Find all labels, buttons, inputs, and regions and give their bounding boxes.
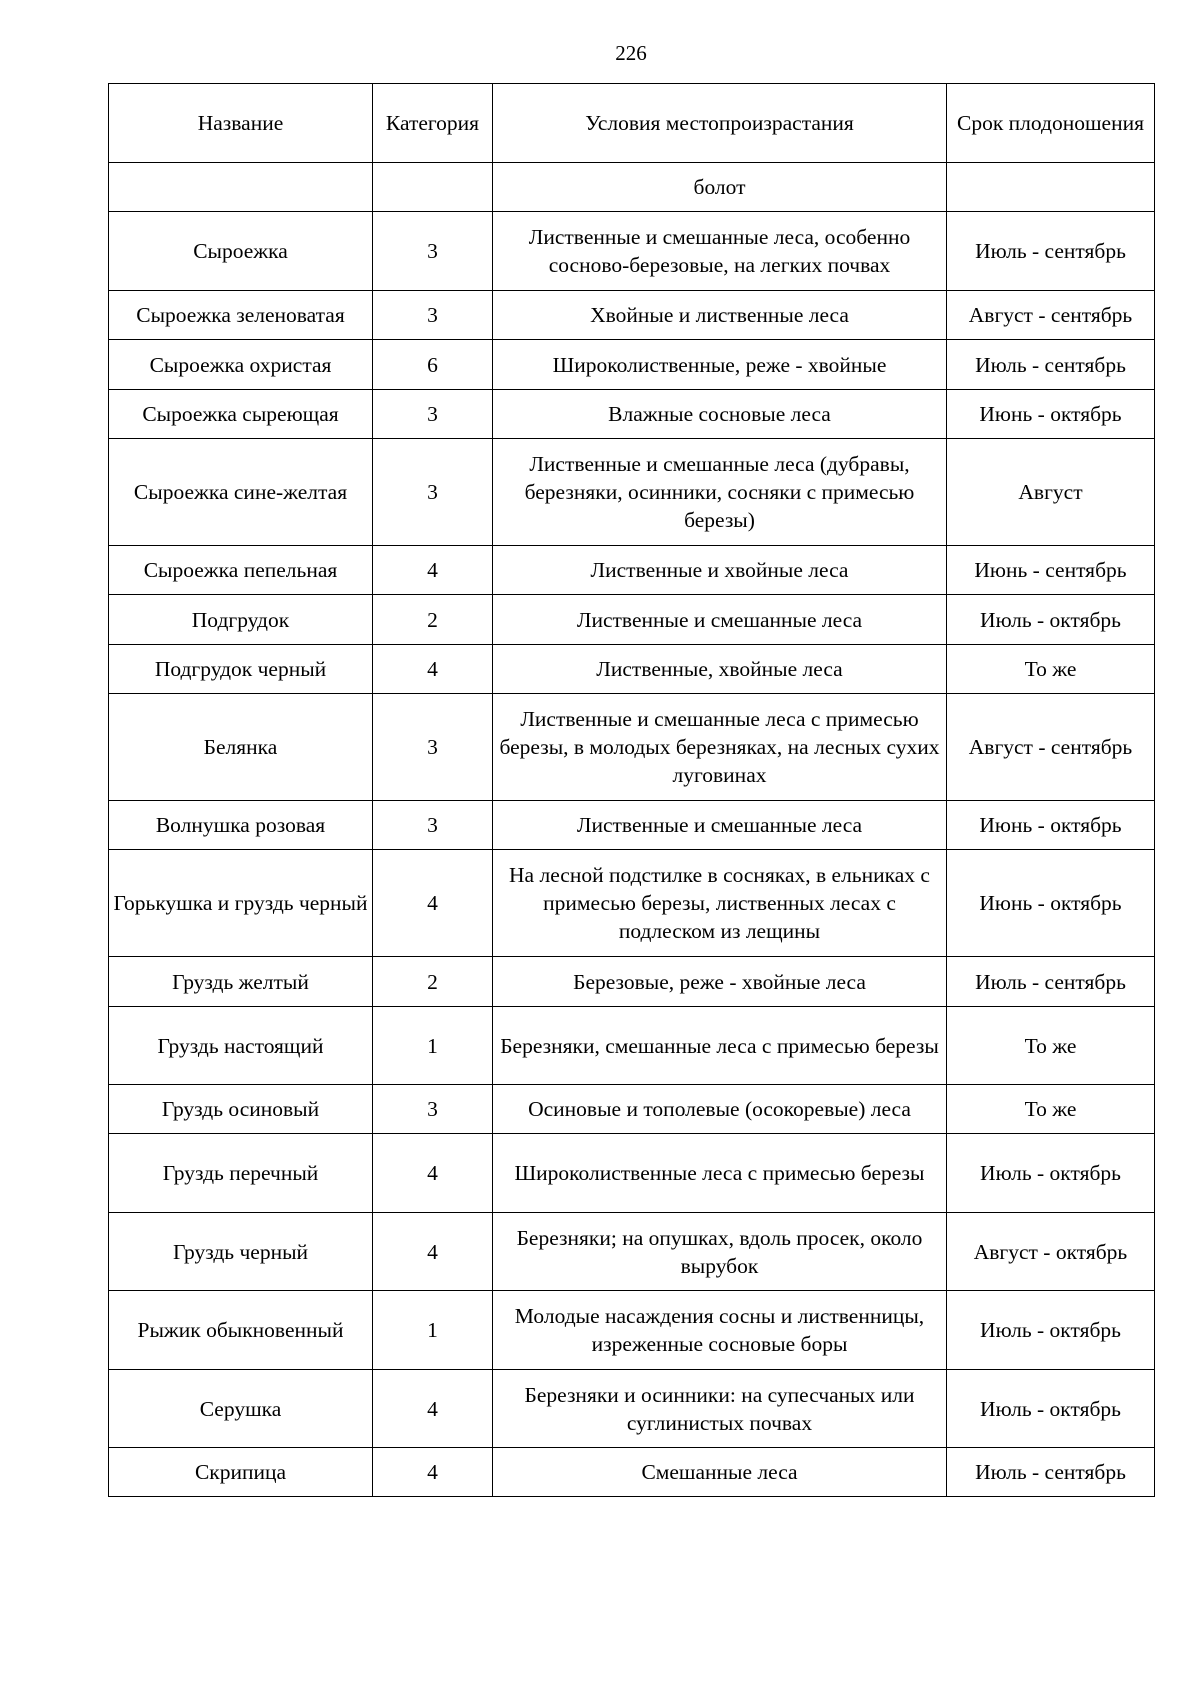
cell-category: 1 [373,1291,493,1370]
table-row [109,595,1155,645]
header-term: Срок плодоношения [947,84,1155,163]
cell-name: Сыроежка сине-желтая [109,439,373,546]
cell-term: Август - сентябрь [947,291,1155,340]
cell-name: Сыроежка охристая [109,340,373,390]
cell-name: Горькушка и груздь черный [109,850,373,957]
cell-category: 3 [373,212,493,291]
cell-conditions: Осиновые и тополевые (осокоревые) леса [493,1085,947,1134]
cell-name: Подгрудок черный [109,645,373,694]
cell-term: Июль - октябрь [947,595,1155,645]
cell-term [947,163,1155,212]
table-row [109,390,1155,439]
cell-term: Июнь - сентябрь [947,546,1155,595]
table-row [109,645,1155,694]
cell-category: 4 [373,1370,493,1448]
cell-name: Белянка [109,694,373,801]
cell-conditions: Березняки, смешанные леса с примесью березы [493,1007,947,1085]
cell-term: Июнь - октябрь [947,850,1155,957]
table-row [109,546,1155,595]
table-row [109,1291,1155,1370]
cell-category: 6 [373,340,493,390]
cell-conditions: Березовые, реже - хвойные леса [493,957,947,1007]
table-row [109,1370,1155,1448]
cell-term: То же [947,1085,1155,1134]
cell-conditions: Березняки; на опушках, вдоль просек, около вырубок [493,1213,947,1291]
cell-name: Груздь черный [109,1213,373,1291]
mushroom-table [108,83,1155,1497]
cell-conditions: Молодые насаждения сосны и лиственницы, изреженные сосновые боры [493,1291,947,1370]
cell-conditions: Широколиственные, реже - хвойные [493,340,947,390]
table-row [109,1085,1155,1134]
table-row [109,1448,1155,1497]
cell-term: Август - сентябрь [947,694,1155,801]
header-name: Название [109,84,373,163]
cell-name: Сыроежка сыреющая [109,390,373,439]
cell-conditions: Лиственные, хвойные леса [493,645,947,694]
cell-term: Июль - сентябрь [947,340,1155,390]
cell-conditions: Влажные сосновые леса [493,390,947,439]
cell-name: Груздь желтый [109,957,373,1007]
table-row [109,212,1155,291]
cell-name: Волнушка розовая [109,801,373,850]
cell-term: Июнь - октябрь [947,801,1155,850]
table-body [109,163,1155,1497]
cell-name: Груздь осиновый [109,1085,373,1134]
cell-conditions: Лиственные и смешанные леса (дубравы, березняки, осинники, сосняки с примесью березы) [493,439,947,546]
cell-term: То же [947,1007,1155,1085]
cell-term: Июль - сентябрь [947,957,1155,1007]
cell-category: 4 [373,645,493,694]
cell-conditions: Широколиственные леса с примесью березы [493,1134,947,1213]
cell-name: Сыроежка [109,212,373,291]
cell-conditions: Лиственные и смешанные леса [493,801,947,850]
cell-category: 3 [373,439,493,546]
table-row [109,850,1155,957]
cell-name: Подгрудок [109,595,373,645]
cell-category: 3 [373,390,493,439]
cell-term: Август [947,439,1155,546]
header-conditions: Условия местопроизрастания [493,84,947,163]
cell-conditions: Лиственные и смешанные леса [493,595,947,645]
cell-category: 1 [373,1007,493,1085]
cell-term: То же [947,645,1155,694]
cell-conditions: На лесной подстилке в сосняках, в ельниках с примесью березы, лиственных лесах с подлеском из лещины [493,850,947,957]
table-header-row [109,84,1155,163]
cell-conditions: Лиственные и смешанные леса с примесью березы, в молодых березняках, на лесных сухих луговинах [493,694,947,801]
cell-term: Июль - октябрь [947,1134,1155,1213]
page-number: 226 [615,41,647,65]
cell-category: 4 [373,546,493,595]
table-row [109,163,1155,212]
cell-conditions: Лиственные и хвойные леса [493,546,947,595]
cell-category: 3 [373,1085,493,1134]
cell-term: Июль - октябрь [947,1291,1155,1370]
cell-category: 4 [373,1213,493,1291]
cell-conditions: Лиственные и смешанные леса, особенно сосново-березовые, на легких почвах [493,212,947,291]
table-row [109,1134,1155,1213]
table-row [109,291,1155,340]
cell-category: 4 [373,850,493,957]
cell-category: 2 [373,595,493,645]
header-category: Категория [373,84,493,163]
cell-conditions: Смешанные леса [493,1448,947,1497]
cell-name: Скрипица [109,1448,373,1497]
cell-category: 3 [373,694,493,801]
cell-conditions: Березняки и осинники: на супесчаных или суглинистых почвах [493,1370,947,1448]
table-row [109,439,1155,546]
table-row [109,801,1155,850]
cell-term: Июль - сентябрь [947,212,1155,291]
cell-conditions: Хвойные и лиственные леса [493,291,947,340]
cell-name: Рыжик обыкновенный [109,1291,373,1370]
cell-term: Июль - октябрь [947,1370,1155,1448]
cell-name: Груздь настоящий [109,1007,373,1085]
cell-category: 3 [373,291,493,340]
cell-term: Август - октябрь [947,1213,1155,1291]
table-row [109,340,1155,390]
cell-category [373,163,493,212]
cell-category: 3 [373,801,493,850]
cell-category: 2 [373,957,493,1007]
table-row [109,957,1155,1007]
cell-name: Сыроежка зеленоватая [109,291,373,340]
cell-term: Июнь - октябрь [947,390,1155,439]
cell-conditions: болот [493,163,947,212]
cell-name: Сыроежка пепельная [109,546,373,595]
table-row [109,1213,1155,1291]
cell-name [109,163,373,212]
table-row [109,694,1155,801]
cell-category: 4 [373,1134,493,1213]
cell-category: 4 [373,1448,493,1497]
table-row [109,1007,1155,1085]
cell-term: Июль - сентябрь [947,1448,1155,1497]
cell-name: Серушка [109,1370,373,1448]
cell-name: Груздь перечный [109,1134,373,1213]
